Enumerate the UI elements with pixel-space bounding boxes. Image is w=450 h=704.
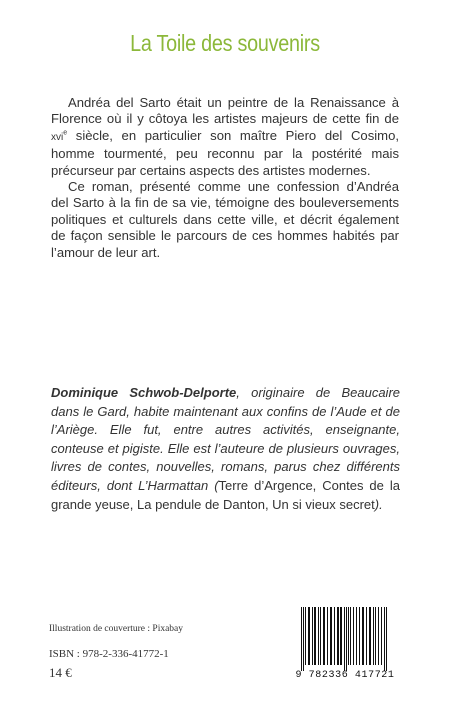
barcode-bar [314,607,316,665]
synopsis-p1-text-a: Andréa del Sarto était un peintre de la Renaissance à Florence où il y côtoya les artistes majeurs de cette fin de [51,95,399,127]
author-bio [51,384,400,514]
barcode-bar [375,607,376,665]
author-works: Terre d’Argence, Contes de la grande yeuse, La pendule de Danton, Un si vieux secret [51,477,400,512]
cover-illustration-credit: Illustration de couverture : Pixabay [49,624,184,634]
century-numeral: xvi [51,131,64,143]
author-name: Dominique Schwob-Delporte [51,385,237,400]
book-title: La Toile des souvenirs [130,30,320,56]
price: 14 € [49,665,72,680]
barcode-bar [366,607,367,665]
barcode-bar [386,607,387,671]
barcode-bar [350,607,351,665]
barcode-bar [327,607,328,665]
barcode-bar [378,607,379,665]
barcode-bar [381,607,382,665]
barcode-bar [330,607,332,665]
barcode-bar [318,607,319,665]
barcode-bar [303,607,304,671]
author-bio-end: ). [374,496,383,512]
barcode-bar [308,607,310,665]
barcode-bar [340,607,342,665]
barcode-bar [373,607,374,665]
author-bio-text: , originaire de Beaucaire dans le Gard, habite maintenant aux confins de l’Aude et de l’Ariège. Elle fut, entre autres activités, enseignante, conteuse et pigiste. Elle est l’auteure de plusieurs ouvrages, livres de contes, nouvelles, romans, parus chez différents éditeurs, dont L’Harmattan ( [51,385,401,493]
barcode-bar [305,607,306,665]
barcode-bar [384,607,385,671]
barcode-bar [337,607,339,665]
barcode-bar [344,607,345,671]
barcode-bar [362,607,364,665]
barcode-bar [346,607,347,671]
isbn: ISBN : 978-2-336-41772-1 [49,648,169,660]
barcode-bar [323,607,325,665]
barcode [289,603,401,684]
barcode-bar [359,607,360,665]
synopsis-paragraph-2: Ce roman, présenté comme une confession d’Andréa del Sarto à la fin de sa vie, témoigne des bouleversements politiques et culturels dans cette ville, et décrit également de façon sensible le parcours de ces hommes habités par l’amour de leur art. [51,179,399,260]
barcode-bar [353,607,354,665]
century-superscript: e [63,129,68,137]
barcode-bar [369,607,371,665]
barcode-bar [301,607,302,671]
barcode-bar [334,607,335,665]
barcode-bar [356,607,357,665]
barcode-digits: 9 782336 417721 [295,670,395,681]
synopsis [51,95,399,261]
barcode-bar [312,607,313,665]
barcode-bar [320,607,321,665]
barcode-bar [348,607,349,665]
barcode-bars [289,603,401,671]
synopsis-paragraph-1 [51,95,399,179]
synopsis-p1-text-b: siècle, en particulier son maître Piero del Cosimo, homme tourmenté, peu reconnu par la postérité mais précurseur par certains aspects des artistes modernes. [51,127,399,178]
